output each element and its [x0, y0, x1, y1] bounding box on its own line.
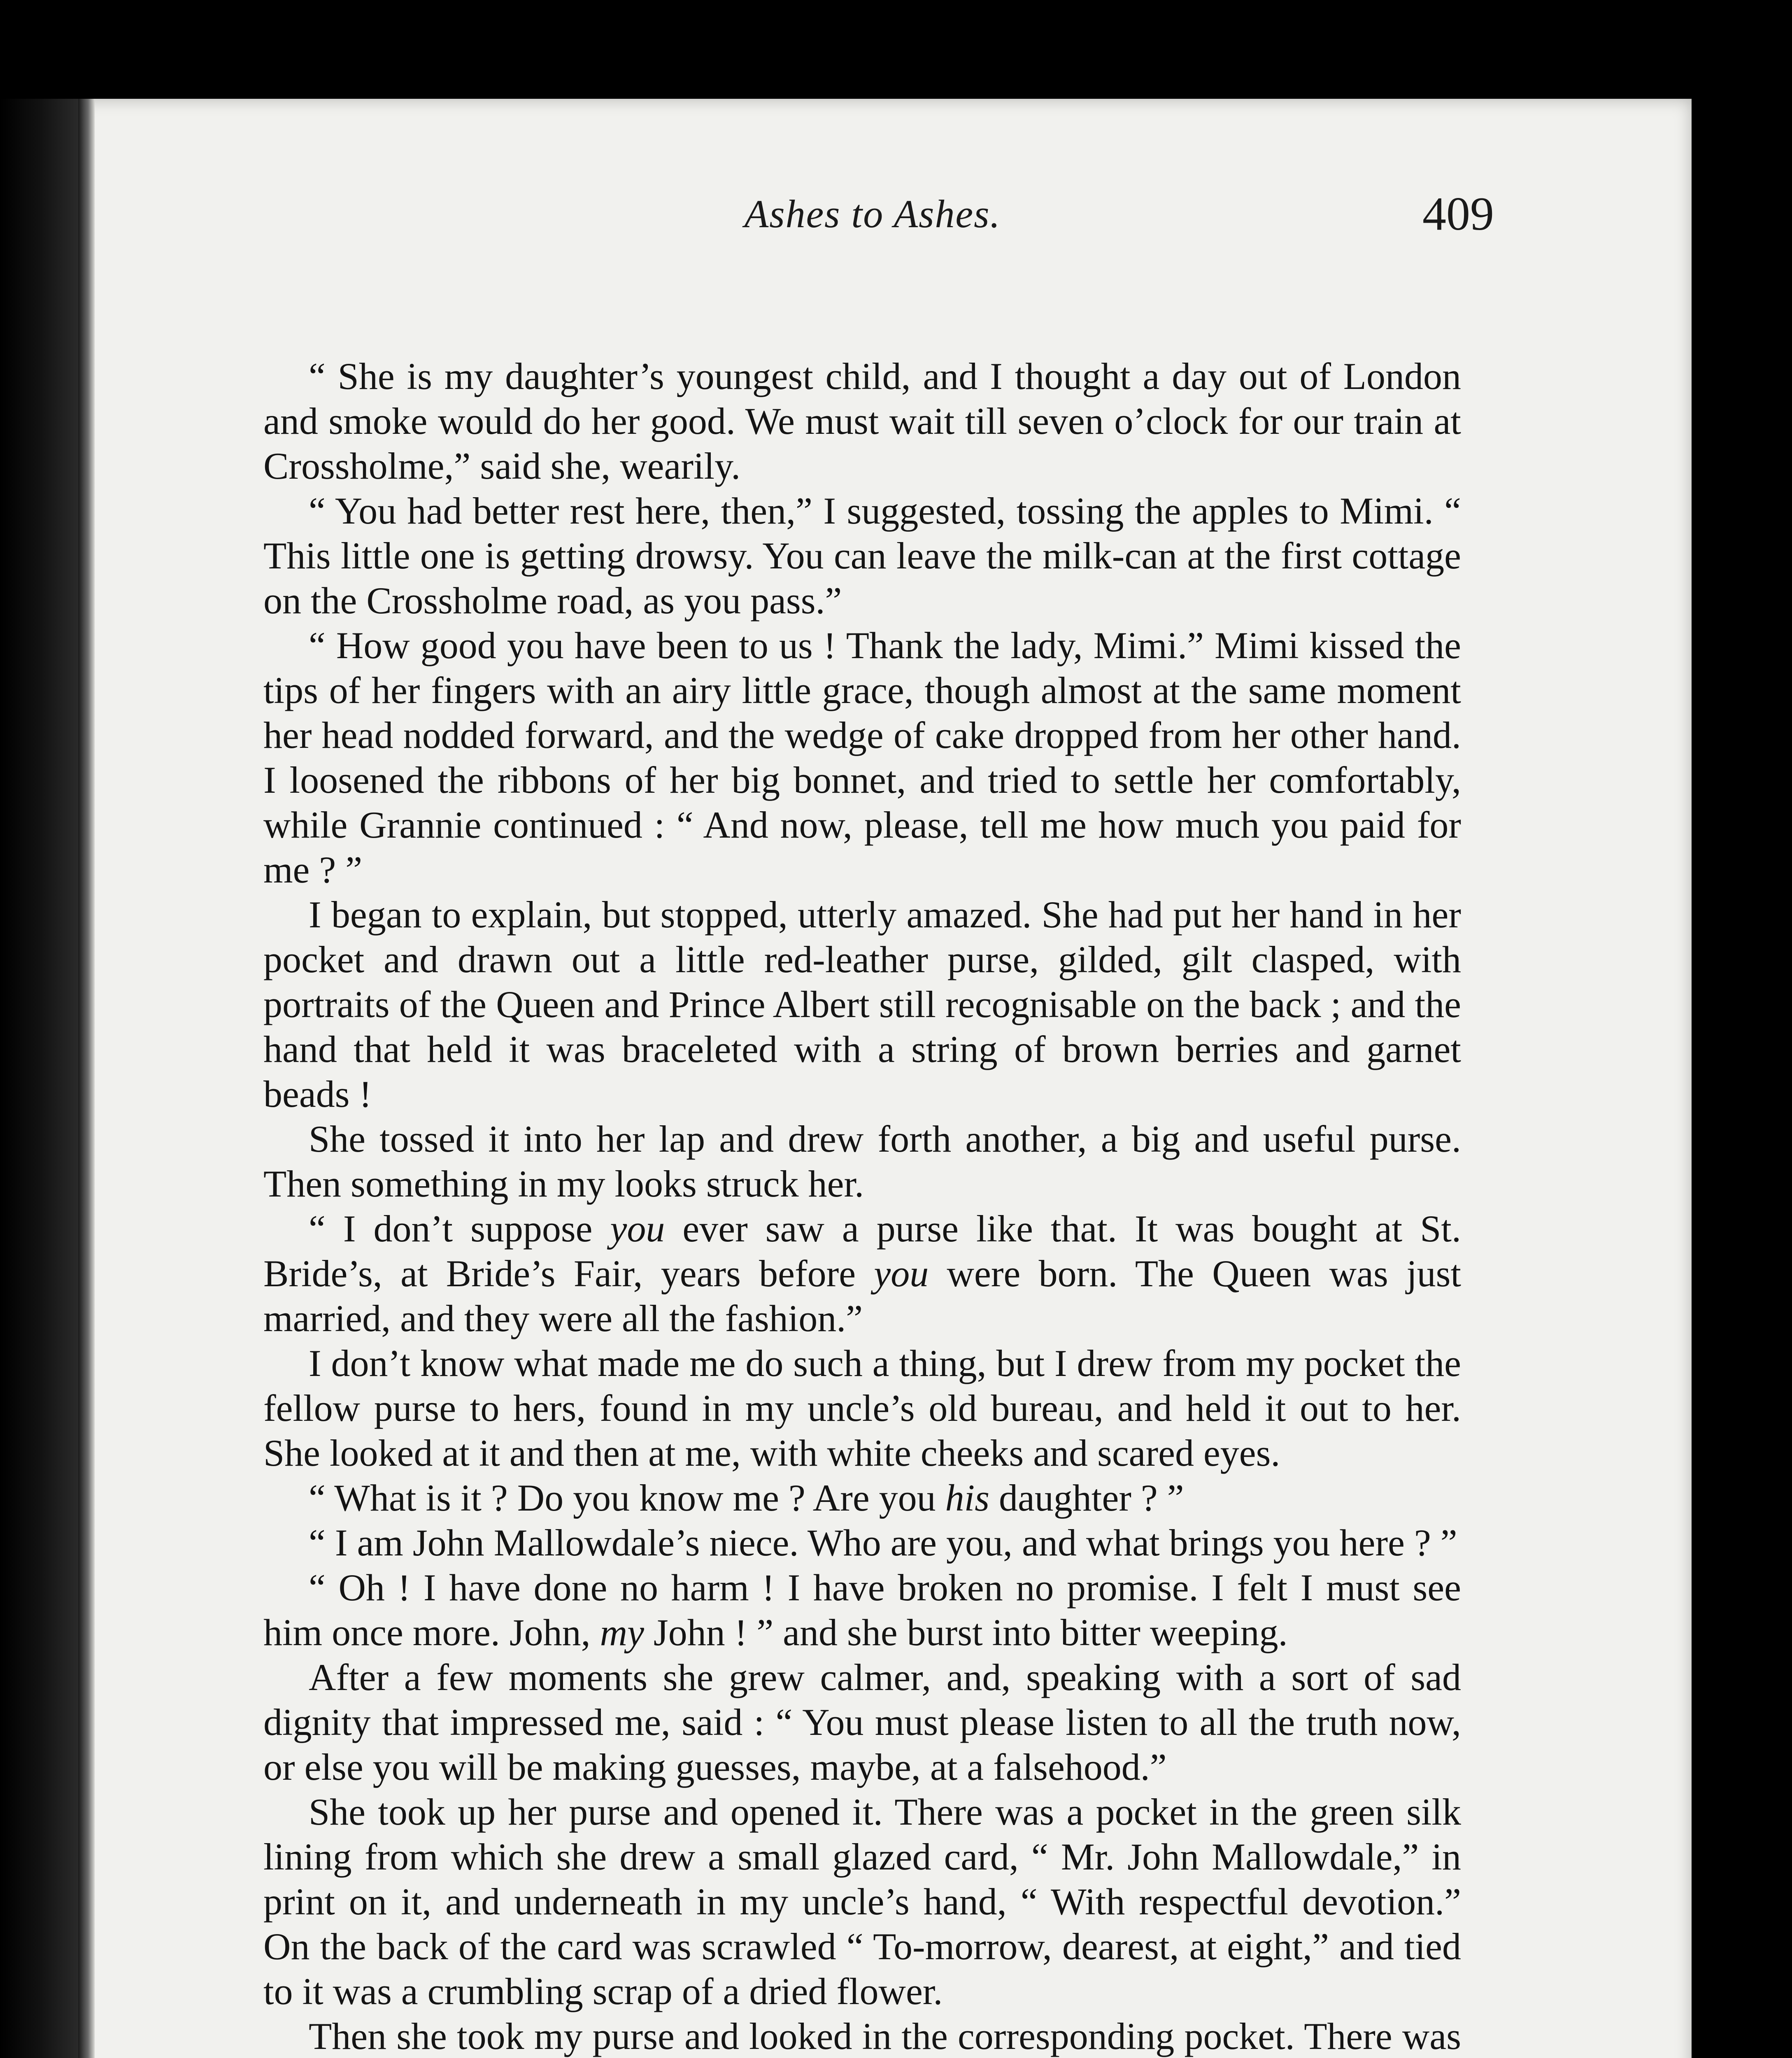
text-run: were born. The Queen was just married, and they were all the fashion.” — [263, 1252, 1461, 1339]
text-run: “ Oh ! I have done no harm ! I have broken no promise. I felt I must see him once more. John, — [263, 1567, 1461, 1653]
running-head — [284, 181, 1494, 247]
paragraph — [263, 623, 1461, 892]
text-run: I don’t know what made me do such a thing, but I drew from my pocket the fellow purse to hers, found in my uncle’s old bureau, and held it out to her. She looked at it and then at me, with white cheeks and scared eyes. — [263, 1342, 1461, 1474]
italic-text: my — [600, 1611, 644, 1653]
body-text — [263, 354, 1461, 2058]
page-number: 409 — [1422, 188, 1494, 240]
paragraph — [263, 1117, 1461, 1206]
paragraph — [263, 1565, 1461, 1655]
text-run: “ She is my daughter’s youngest child, and I thought a day out of London and smoke would do her good. We must wait till seven o’clock for our train at Crossholme,” said she, wearily. — [263, 355, 1461, 487]
page-gutter — [78, 99, 95, 2058]
running-title: Ashes to Ashes. — [744, 192, 1001, 236]
text-run: She took up her purse and opened it. There was a pocket in the green silk lining from which she drew a small glazed card, “ Mr. John Mallowdale,” in print on it, and underneath in my uncle’s hand, “ With respectful devotion.” On the back of the card was scrawled “ To-morrow, dearest, at eight,” and tied to it was a crumbling scrap of a dried flower. — [263, 1791, 1461, 2012]
text-run: After a few moments she grew calmer, and, speaking with a sort of sad dignity that impressed me, said : “ You must please listen to all the truth now, or else you will be making guesses, maybe, at a falsehood.” — [263, 1656, 1461, 1788]
paragraph — [263, 354, 1461, 489]
text-run: “ What is it ? Do you know me ? Are you — [309, 1477, 945, 1519]
paragraph — [263, 2014, 1461, 2058]
text-run: Then she took my purse and looked in the corresponding pocket. There was — [309, 2015, 1461, 2057]
italic-text: you — [874, 1252, 929, 1294]
paragraph — [263, 1206, 1461, 1341]
text-run: “ How good you have been to us ! Thank the lady, Mimi.” Mimi kissed the tips of her fingers with an airy little grace, though almost at the same moment her head nodded forward, and the wedge of cake dropped from her other hand. I loosened the ribbons of her big bonnet, and tried to settle her comfortably, while Grannie continued : “ And now, please, tell me how much you paid for me ? ” — [263, 624, 1461, 891]
text-run: ever saw a purse like that. It was bought at St. Bride’s, at Bride’s Fair, years before — [263, 1208, 1461, 1294]
paragraph — [263, 1341, 1461, 1476]
text-run: I began to explain, but stopped, utterly amazed. She had put her hand in her pocket and drawn out a little red-leather purse, gilded, gilt clasped, with portraits of the Queen and Prince Albert still recognisable on the back ; and the hand that held it was braceleted with a string of brown berries and garnet beads ! — [263, 894, 1461, 1115]
paragraph — [263, 489, 1461, 623]
text-run: “ You had better rest here, then,” I suggested, tossing the apples to Mimi. “ This little one is getting drowsy. You can leave the milk-can at the first cottage on the Crossholme road, as you pass.” — [263, 490, 1461, 622]
paragraph — [263, 1520, 1461, 1565]
paragraph — [263, 1655, 1461, 1790]
text-run: daughter ? ” — [989, 1477, 1184, 1519]
italic-text: you — [610, 1208, 665, 1250]
text-run: “ I am John Mallowdale’s niece. Who are you, and what brings you here ? ” — [309, 1522, 1457, 1564]
paragraph — [263, 1476, 1461, 1520]
paragraph — [263, 1790, 1461, 2014]
paragraph — [263, 892, 1461, 1117]
text-run: “ I don’t suppose — [309, 1208, 610, 1250]
italic-text: his — [945, 1477, 990, 1519]
scan-left-edge — [0, 99, 78, 2058]
text-run: John ! ” and she burst into bitter weeping. — [644, 1611, 1288, 1653]
text-run: She tossed it into her lap and drew forth another, a big and useful purse. Then something in my looks struck her. — [263, 1118, 1461, 1205]
